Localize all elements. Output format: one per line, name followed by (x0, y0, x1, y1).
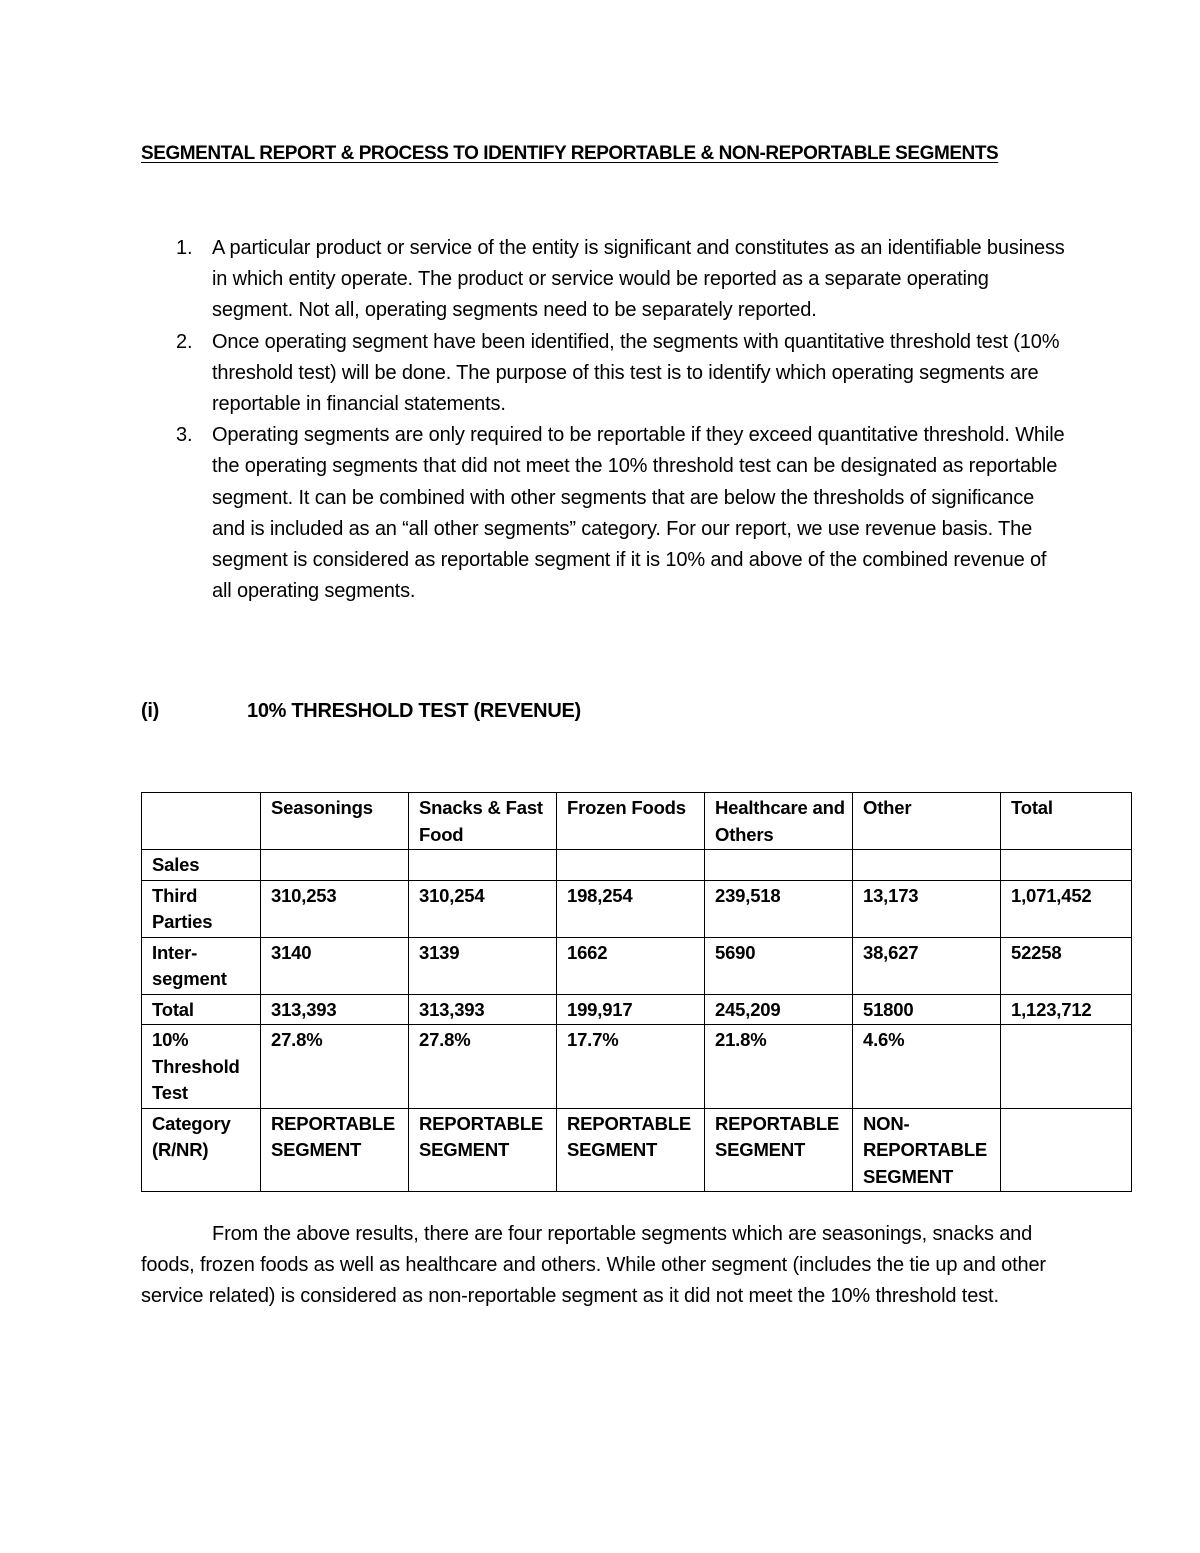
document-title: SEGMENTAL REPORT & PROCESS TO IDENTIFY REPORTABLE & NON-REPORTABLE SEGMENTS (141, 143, 999, 164)
table-cell: 51800 (853, 994, 1001, 1025)
threshold-test-table (141, 792, 1132, 1192)
point-item (141, 327, 1071, 421)
point-text: Once operating segment have been identified, the segments with quantitative threshold test (10% threshold test) will be done. The purpose of this test is to identify which operating segments are reportable in financial statements. (212, 330, 1060, 416)
table-cell: REPORTABLE SEGMENT (261, 1108, 409, 1192)
point-item (141, 420, 1071, 607)
row-label-cell: Inter-segment (142, 937, 261, 994)
table-cell: 198,254 (557, 880, 705, 937)
table-cell: 3139 (409, 937, 557, 994)
table-cell: 313,393 (261, 994, 409, 1025)
table-cell: 239,518 (705, 880, 853, 937)
table-cell (705, 850, 853, 881)
point-text: A particular product or service of the entity is significant and constitutes as an identifiable business in which entity operate. The product or service would be reported as a separate operating segment. Not all, operating segments need to be separately reported. (212, 237, 1065, 322)
table-cell: 38,627 (853, 937, 1001, 994)
table-row (142, 880, 1132, 937)
table-cell (409, 850, 557, 881)
header-cell: Total (1001, 793, 1132, 850)
table-cell: REPORTABLE SEGMENT (557, 1108, 705, 1192)
point-item (141, 233, 1071, 327)
table-row (142, 937, 1132, 994)
table-header-row (142, 793, 1132, 850)
table-cell: REPORTABLE SEGMENT (705, 1108, 853, 1192)
table-cell: 27.8% (409, 1025, 557, 1109)
header-cell: Snacks & Fast Food (409, 793, 557, 850)
table-cell (853, 850, 1001, 881)
point-number: 2. (176, 330, 193, 353)
table-cell: 5690 (705, 937, 853, 994)
header-cell: Other (853, 793, 1001, 850)
row-label-cell: 10% Threshold Test (142, 1025, 261, 1109)
table-row (142, 1108, 1132, 1192)
table-cell: 21.8% (705, 1025, 853, 1109)
header-cell: Frozen Foods (557, 793, 705, 850)
table-cell: 310,254 (409, 880, 557, 937)
row-label-cell: Category (R/NR) (142, 1108, 261, 1192)
table-cell: NON-REPORTABLE SEGMENT (853, 1108, 1001, 1192)
point-number: 1. (176, 237, 193, 259)
table-cell (1001, 1025, 1132, 1109)
conclusion-paragraph: From the above results, there are four reportable segments which are seasonings, snacks and foods, frozen foods as well as healthcare and others. While other segment (includes the tie up and other service related) is considered as non-reportable segment as it did not meet the 10% threshold test. (141, 1223, 1046, 1308)
table-cell: 17.7% (557, 1025, 705, 1109)
table-cell: 1662 (557, 937, 705, 994)
table-cell: 1,123,712 (1001, 994, 1132, 1025)
table-cell: 313,393 (409, 994, 557, 1025)
table-cell (1001, 850, 1132, 881)
header-cell: Seasonings (261, 793, 409, 850)
table-row (142, 850, 1132, 881)
table-row (142, 1025, 1132, 1109)
table-cell: 310,253 (261, 880, 409, 937)
section-numeral: (i) (141, 700, 159, 722)
table-row (142, 994, 1132, 1025)
table-cell (1001, 1108, 1132, 1192)
table-cell: REPORTABLE SEGMENT (409, 1108, 557, 1192)
point-text: Operating segments are only required to be reportable if they exceed quantitative threshold. While the operating segments that did not meet the 10% threshold test can be designated as reportable segment. It can be combined with other segments that are below the thresholds of significance and is included as an “all other segments” category. For our report, we use revenue basis. The segment is considered as reportable segment if it is 10% and above of the combined revenue of all operating segments. (212, 424, 1065, 603)
section-heading (141, 700, 581, 723)
header-cell: Healthcare and Others (705, 793, 853, 850)
table-cell: 1,071,452 (1001, 880, 1132, 937)
table-cell: 4.6% (853, 1025, 1001, 1109)
row-label-cell: Total (142, 994, 261, 1025)
table-cell: 199,917 (557, 994, 705, 1025)
table-cell: 3140 (261, 937, 409, 994)
numbered-point-list (141, 233, 1071, 607)
row-label-cell: Third Parties (142, 880, 261, 937)
table-cell: 13,173 (853, 880, 1001, 937)
section-title: 10% THRESHOLD TEST (REVENUE) (247, 700, 581, 722)
table-cell (557, 850, 705, 881)
row-label-cell: Sales (142, 850, 261, 881)
table-cell: 52258 (1001, 937, 1132, 994)
table-cell (261, 850, 409, 881)
point-number: 3. (176, 424, 193, 447)
table-cell: 245,209 (705, 994, 853, 1025)
table-cell: 27.8% (261, 1025, 409, 1109)
header-cell (142, 793, 261, 850)
